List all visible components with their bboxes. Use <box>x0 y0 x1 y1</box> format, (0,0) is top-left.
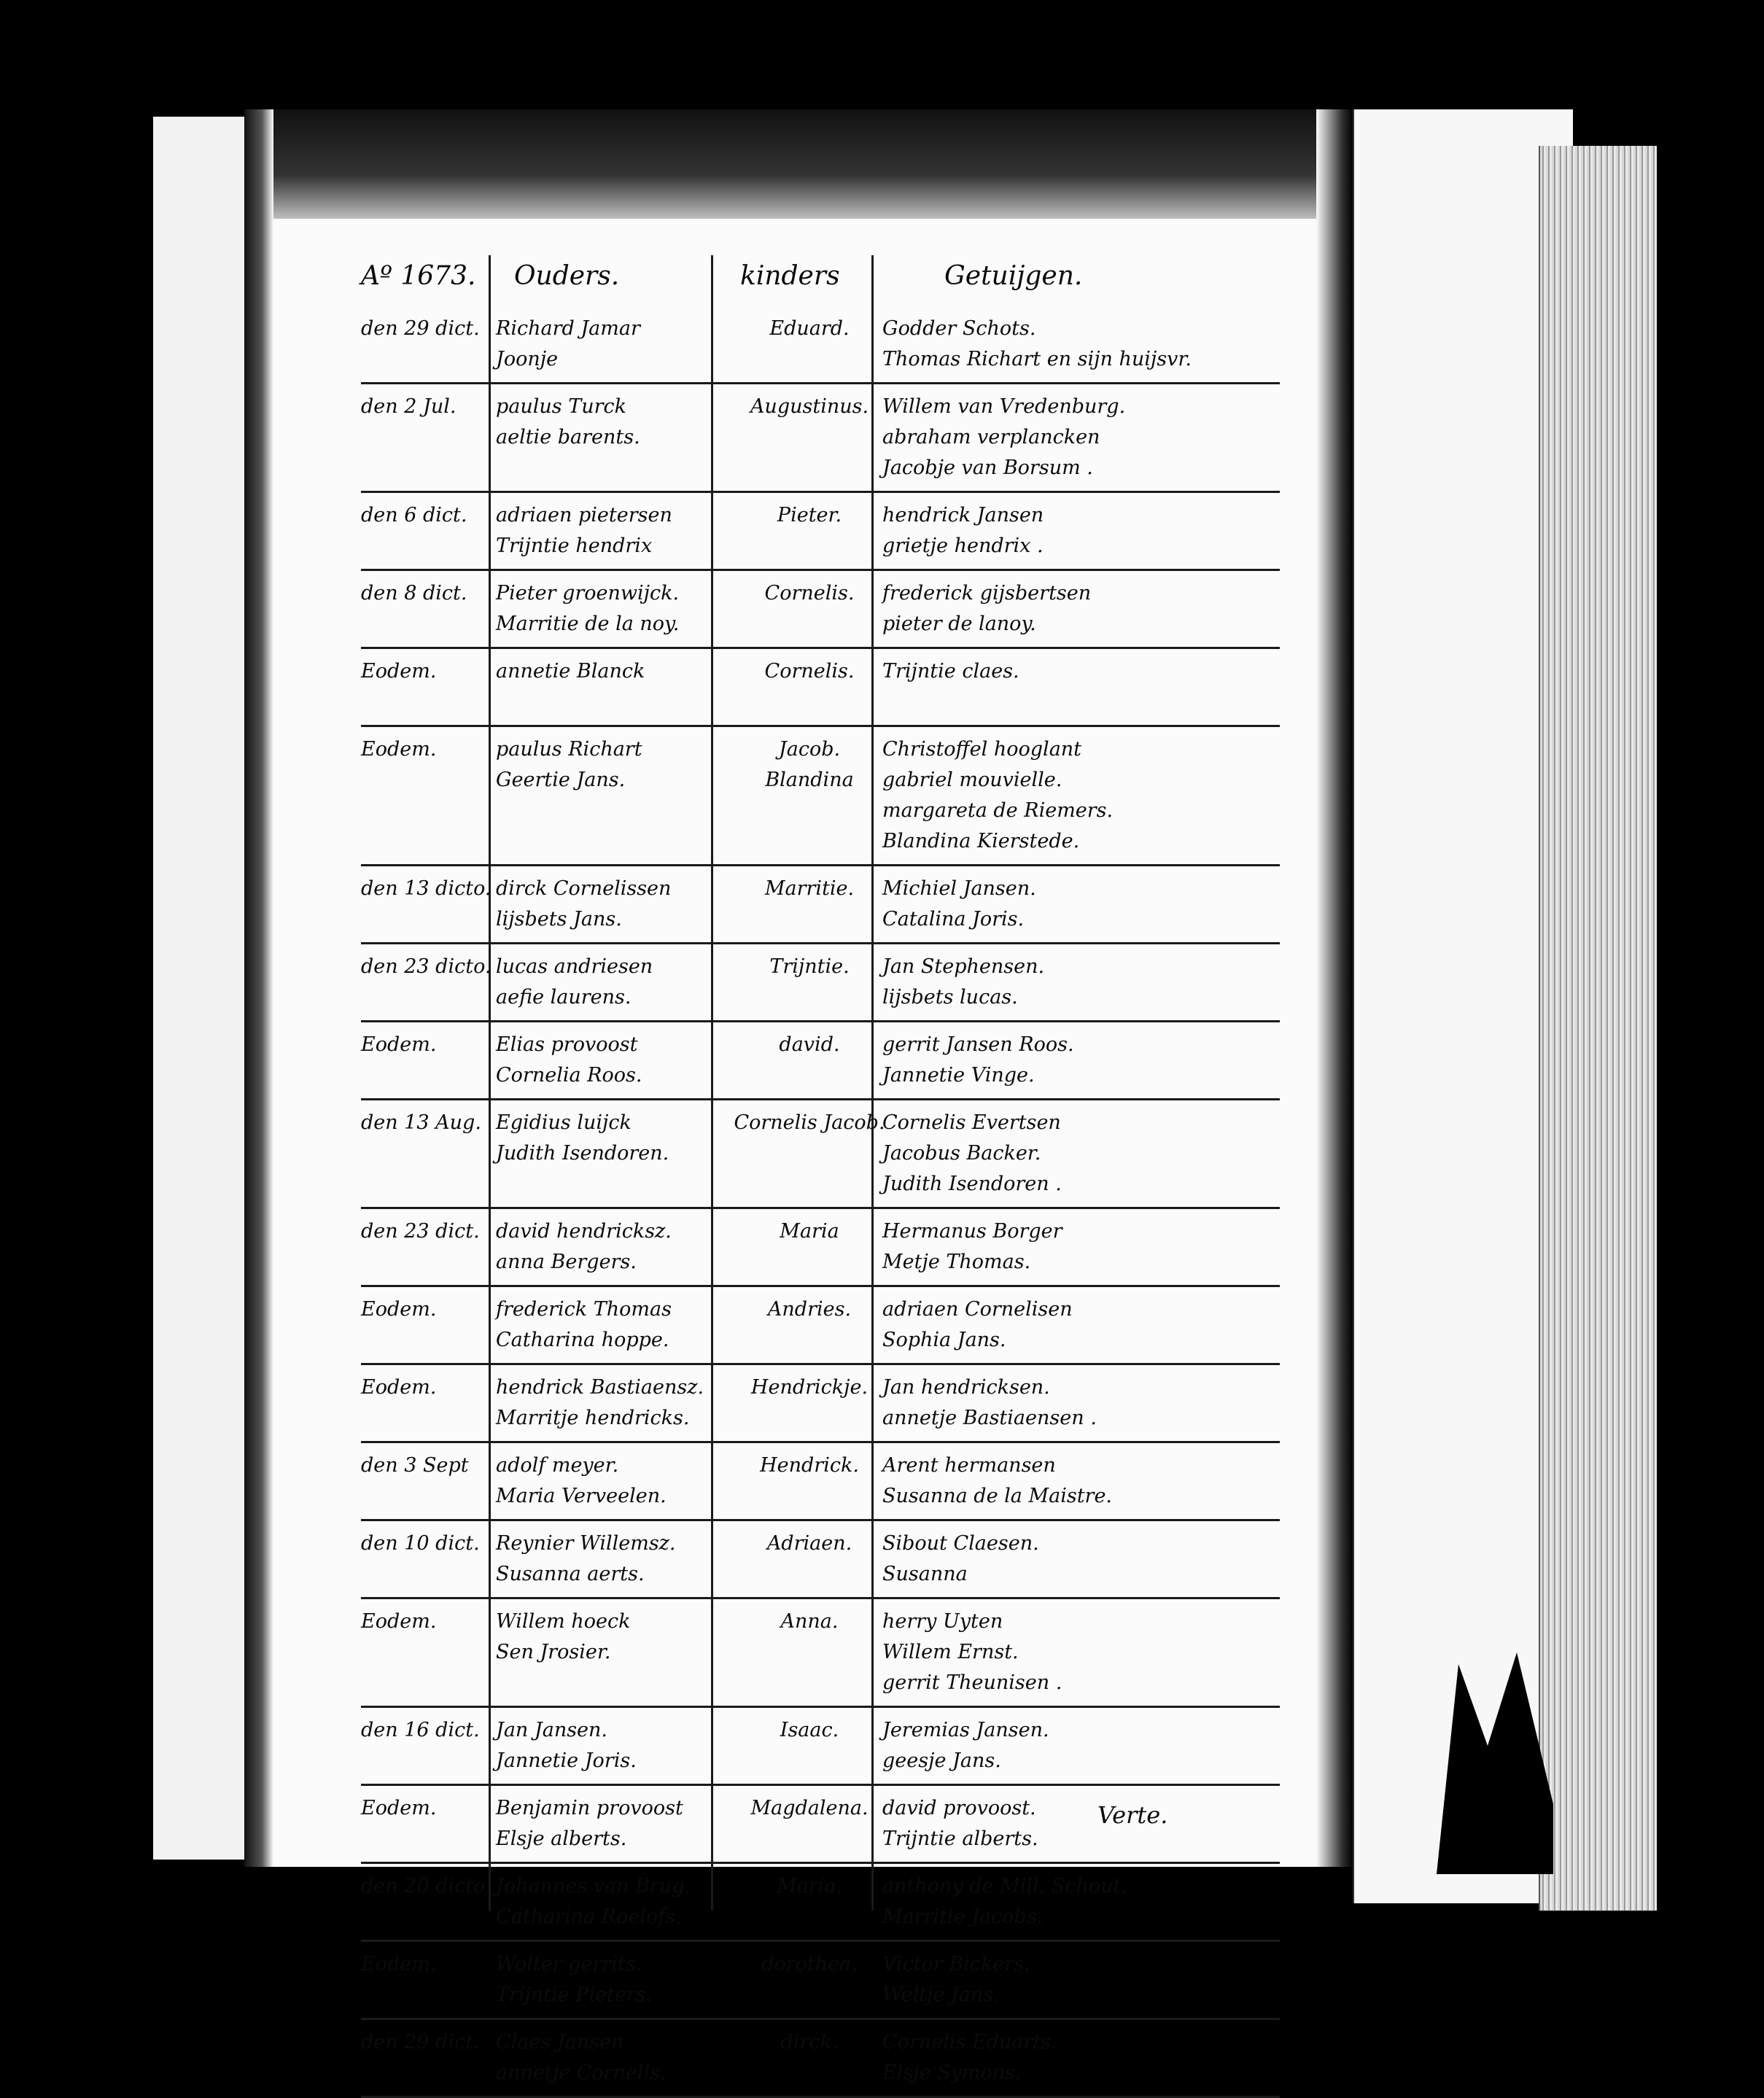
entry-witnesses-line: Cornelis Eduarts. <box>882 2031 1057 2054</box>
entry-parents <box>496 1294 707 1356</box>
entry-parents-line: adolf meyer. <box>496 1454 619 1477</box>
entry-parents <box>496 656 707 687</box>
entry-witnesses <box>882 1528 1291 1590</box>
table-row <box>361 1708 1280 1786</box>
entry-date <box>361 1715 485 1746</box>
table-row <box>361 1022 1280 1100</box>
entry-date <box>361 952 491 982</box>
entry-witnesses-line: Marritie Jacobs. <box>882 1905 1044 1928</box>
entry-parents-line: Catharina Roelofs. <box>496 1905 682 1928</box>
entry-child-line: Cornelis. <box>764 660 855 683</box>
entry-date-text: den 29 dict. <box>361 2031 480 2054</box>
entry-parents-line: Willem hoeck <box>496 1610 631 1633</box>
entry-date-text: den 6 dict. <box>361 504 467 527</box>
header-year: Aº 1673. <box>361 261 476 291</box>
entry-date-text: den 3 Sept <box>361 1454 469 1477</box>
entry-witnesses <box>882 656 1291 687</box>
entry-child <box>726 1372 893 1403</box>
entry-witnesses-line: Cornelis Evertsen <box>882 1111 1061 1134</box>
entry-date <box>361 874 491 904</box>
entry-child-line: Cornelis. <box>764 582 855 605</box>
entry-parents-line: david hendricksz. <box>496 1220 672 1243</box>
entry-parents-line: lijsbets Jans. <box>496 908 622 930</box>
entry-parents-line: frederick Thomas <box>496 1298 672 1321</box>
entry-child <box>726 1606 893 1637</box>
entry-date-text: Eodem. <box>361 1033 437 1056</box>
entry-witnesses <box>882 500 1291 562</box>
table-row <box>361 306 1280 384</box>
page-stack-edge <box>1539 146 1657 1911</box>
entry-date <box>361 1793 485 1824</box>
page-shadow-top <box>244 109 1353 219</box>
entry-parents <box>496 1030 707 1091</box>
entry-witnesses <box>882 1606 1291 1698</box>
entry-date <box>361 1949 485 1980</box>
entry-date <box>361 1108 485 1138</box>
entry-witnesses-line: gerrit Jansen Roos. <box>882 1033 1074 1056</box>
entry-parents-line: Joonje <box>496 348 559 370</box>
entry-parents-line: Sen Jrosier. <box>496 1641 611 1663</box>
entry-parents-line: Marritie de la noy. <box>496 613 680 635</box>
entry-witnesses <box>882 952 1291 1013</box>
entry-witnesses-line: Weltje Jans. <box>882 1984 1000 2006</box>
entry-witnesses-line: Sophia Jans. <box>882 1329 1006 1351</box>
entry-date <box>361 1294 485 1325</box>
entry-child-line: Isaac. <box>780 1719 839 1741</box>
entry-parents-line: annetie Blanck <box>496 660 645 683</box>
entry-parents-line: Reynier Willemsz. <box>496 1532 676 1555</box>
entry-child-line: Cornelis Jacob. <box>734 1111 885 1134</box>
entry-date-text: den 20 dicto <box>361 1875 486 1897</box>
entry-child-line: Adriaen. <box>766 1532 852 1555</box>
entry-date-text: Eodem. <box>361 1610 437 1633</box>
entry-parents-line: lucas andriesen <box>496 955 653 978</box>
entry-parents-line: Trijntie Pieters. <box>496 1984 653 2006</box>
entry-parents <box>496 2027 707 2089</box>
entry-child-line: dorothea. <box>761 1953 858 1975</box>
entry-child <box>726 1528 893 1559</box>
entry-date <box>361 500 485 531</box>
table-row <box>361 727 1280 866</box>
entry-child-line: Jacob. <box>778 738 841 761</box>
entry-parents-line: Elias provoost <box>496 1033 638 1056</box>
entry-date-text: den 13 Aug. <box>361 1111 481 1134</box>
entry-parents-line: Jannetie Joris. <box>496 1749 637 1772</box>
table-row <box>361 571 1280 649</box>
header-parents: Ouders. <box>514 261 620 291</box>
entry-date <box>361 1216 485 1247</box>
entry-witnesses <box>882 392 1291 483</box>
entry-parents-line: Benjamin provoost <box>496 1797 683 1819</box>
entry-parents-line: adriaen pietersen <box>496 504 672 527</box>
entry-witnesses <box>882 1793 1291 1854</box>
entry-child-line: dirck. <box>780 2031 839 2054</box>
entry-date <box>361 1372 485 1403</box>
entry-parents-line: Johannes van Brug. <box>496 1875 691 1897</box>
entry-witnesses-line: Susanna <box>882 1563 968 1585</box>
table-row <box>361 1287 1280 1365</box>
entry-child-line: Eduard. <box>769 317 850 340</box>
entry-witnesses-line: abraham verplancken <box>882 426 1100 448</box>
entry-child-line: Hendrickje. <box>750 1376 869 1399</box>
entry-date <box>361 1528 485 1559</box>
entry-witnesses <box>882 1030 1291 1091</box>
entry-witnesses <box>882 874 1291 935</box>
entry-date-text: den 23 dicto. <box>361 955 491 978</box>
entry-witnesses-line: Jeremias Jansen. <box>882 1719 1049 1741</box>
table-row <box>361 1365 1280 1443</box>
entry-date-text: Eodem. <box>361 1376 437 1399</box>
entry-witnesses-line: Jannetie Vinge. <box>882 1064 1035 1087</box>
entry-date <box>361 2027 485 2058</box>
entry-date-text: den 8 dict. <box>361 582 467 605</box>
entry-witnesses-line: Jacobus Backer. <box>882 1142 1041 1165</box>
entry-witnesses-line: Judith Isendoren . <box>882 1173 1062 1195</box>
entry-date-text: den 29 dict. <box>361 317 480 340</box>
entry-witnesses-line: gerrit Theunisen . <box>882 1671 1062 1694</box>
entry-child <box>726 314 893 344</box>
entry-child-line: Marritie. <box>764 877 855 900</box>
entry-date <box>361 1606 485 1637</box>
entry-witnesses <box>882 578 1291 640</box>
entry-date-text: den 2 Jul. <box>361 395 456 418</box>
entry-witnesses-line: annetje Bastiaensen . <box>882 1407 1097 1429</box>
entry-date <box>361 578 485 609</box>
entry-date-text: Eodem. <box>361 1953 437 1975</box>
entry-child <box>726 392 893 422</box>
catchword: Verte. <box>1097 1801 1168 1829</box>
entry-parents <box>496 578 707 640</box>
entry-witnesses-line: Elsje Symons. <box>882 2062 1022 2084</box>
entry-witnesses <box>882 734 1291 857</box>
entry-date-text: den 10 dict. <box>361 1532 480 1555</box>
entry-date-text: Eodem. <box>361 738 437 761</box>
entry-witnesses-line: Christoffel hooglant <box>882 738 1082 761</box>
entry-witnesses <box>882 2027 1291 2089</box>
entry-parents <box>496 1871 707 1932</box>
entry-parents <box>496 314 707 375</box>
page-shadow-left <box>244 109 273 1867</box>
entry-witnesses-line: Willem van Vredenburg. <box>882 395 1126 418</box>
entry-parents <box>496 1949 707 2010</box>
entry-parents-line: Susanna aerts. <box>496 1563 645 1585</box>
entry-date <box>361 734 485 765</box>
entry-witnesses <box>882 1450 1291 1512</box>
table-row <box>361 1599 1280 1708</box>
entry-witnesses-line: adriaen Cornelisen <box>882 1298 1073 1321</box>
entry-child <box>726 1949 893 1980</box>
table-row <box>361 649 1280 727</box>
entry-parents <box>496 734 707 796</box>
entry-parents-line: hendrick Bastiaensz. <box>496 1376 704 1399</box>
entry-witnesses-line: herry Uyten <box>882 1610 1003 1633</box>
page-shadow-right <box>1316 109 1353 1867</box>
entry-child-line: david. <box>779 1033 840 1056</box>
entry-parents-line: Claes Jansen <box>496 2031 624 2054</box>
entry-parents-line: Cornelia Roos. <box>496 1064 642 1087</box>
entry-child-line: Hendrick. <box>760 1454 859 1477</box>
table-row <box>361 1521 1280 1599</box>
header-witnesses: Getuijgen. <box>944 261 1083 291</box>
entry-child-line: Augustinus. <box>750 395 869 418</box>
entry-witnesses-line: Jan hendricksen. <box>882 1376 1050 1399</box>
entry-date-text: den 16 dict. <box>361 1719 480 1741</box>
entry-child-line: Pieter. <box>777 504 842 527</box>
entry-witnesses <box>882 1216 1291 1278</box>
entry-parents <box>496 1216 707 1278</box>
entry-child-line: Trijntie. <box>769 955 850 978</box>
left-page-edge <box>153 117 246 1860</box>
entry-child-line: Anna. <box>780 1610 839 1633</box>
entry-child <box>726 2027 893 2058</box>
entry-parents <box>496 1606 707 1668</box>
entry-witnesses-line: Arent hermansen <box>882 1454 1056 1477</box>
entry-child <box>726 1030 893 1060</box>
entry-parents-line: Pieter groenwijck. <box>496 582 680 605</box>
entry-child <box>726 656 893 687</box>
entry-witnesses-line: Trijntie claes. <box>882 660 1019 683</box>
entry-witnesses <box>882 1715 1291 1776</box>
register-header <box>361 255 1280 306</box>
entry-child-line: Magdalena. <box>750 1797 869 1819</box>
entry-parents-line: Wolter gerrits. <box>496 1953 642 1975</box>
entry-date <box>361 1871 485 1902</box>
entry-child <box>726 578 893 609</box>
entry-witnesses-line: gabriel mouvielle. <box>882 769 1062 791</box>
entry-parents <box>496 1715 707 1776</box>
entry-date <box>361 314 485 344</box>
table-row <box>361 944 1280 1022</box>
table-row <box>361 1864 1280 1942</box>
entry-witnesses-line: Michiel Jansen. <box>882 877 1036 900</box>
entry-date-text: Eodem. <box>361 1797 437 1819</box>
entry-date <box>361 1030 485 1060</box>
entry-parents-line: aefie laurens. <box>496 986 632 1009</box>
entry-date <box>361 392 485 422</box>
entry-date-text: den 23 dict. <box>361 1220 480 1243</box>
entry-witnesses-line: Godder Schots. <box>882 317 1036 340</box>
entry-parents <box>496 392 707 453</box>
entry-witnesses-line: Susanna de la Maistre. <box>882 1485 1113 1507</box>
entry-parents-line: aeltie barents. <box>496 426 640 448</box>
entry-child <box>726 1715 893 1746</box>
entry-parents-line: Richard Jamar <box>496 317 640 340</box>
entry-witnesses-line: david provoost. <box>882 1797 1036 1819</box>
entry-witnesses-line: Metje Thomas. <box>882 1251 1031 1273</box>
entry-witnesses-line: grietje hendrix . <box>882 535 1044 557</box>
entry-child-line: Andries. <box>767 1298 852 1321</box>
entry-witnesses-line: Jacobje van Borsum . <box>882 456 1093 479</box>
entry-date <box>361 1450 485 1481</box>
entry-witnesses-line: geesje Jans. <box>882 1749 1001 1772</box>
table-row <box>361 1100 1280 1209</box>
entry-child-line: Maria. <box>777 1875 842 1897</box>
entry-parents-line: Geertie Jans. <box>496 769 626 791</box>
entry-child <box>726 734 893 796</box>
entry-parents-line: paulus Richart <box>496 738 642 761</box>
entry-parents-line: paulus Turck <box>496 395 627 418</box>
entry-date-text: Eodem. <box>361 660 437 683</box>
entry-parents <box>496 1528 707 1590</box>
entry-witnesses <box>882 1949 1291 2010</box>
table-row <box>361 1942 1280 2020</box>
entry-child <box>726 1793 893 1824</box>
entry-parents-line: Elsje alberts. <box>496 1827 627 1850</box>
entry-parents <box>496 1793 707 1854</box>
entry-witnesses-line: Sibout Claesen. <box>882 1532 1039 1555</box>
entry-parents-line: dirck Cornelissen <box>496 877 672 900</box>
entry-child-line: Blandina <box>765 769 854 791</box>
register-rows <box>361 306 1280 2098</box>
entry-date-text: Eodem. <box>361 1298 437 1321</box>
entry-witnesses <box>882 1294 1291 1356</box>
entry-witnesses-line: anthony de Mill, Schout. <box>882 1875 1127 1897</box>
entry-date-text: den 13 dicto. <box>361 877 491 900</box>
entry-parents-line: Maria Verveelen. <box>496 1485 667 1507</box>
entry-parents <box>496 874 707 935</box>
entry-parents <box>496 1372 707 1434</box>
entry-witnesses-line: Blandina Kierstede. <box>882 830 1080 852</box>
entry-witnesses-line: Jan Stephensen. <box>882 955 1045 978</box>
table-row <box>361 866 1280 944</box>
entry-child <box>726 1450 893 1481</box>
entry-witnesses-line: Thomas Richart en sijn huijsvr. <box>882 348 1192 370</box>
entry-witnesses-line: margareta de Riemers. <box>882 799 1114 822</box>
entry-parents-line: Egidius luijck <box>496 1111 632 1134</box>
table-row <box>361 1443 1280 1521</box>
entry-witnesses <box>882 1108 1291 1200</box>
table-row <box>361 384 1280 493</box>
entry-child <box>726 1871 893 1902</box>
entry-witnesses-line: frederick gijsbertsen <box>882 582 1092 605</box>
entry-child <box>726 1216 893 1247</box>
entry-witnesses-line: Catalina Joris. <box>882 908 1025 930</box>
entry-witnesses <box>882 1871 1291 1932</box>
entry-parents <box>496 1108 707 1169</box>
entry-witnesses-line: hendrick Jansen <box>882 504 1044 527</box>
header-children: kinders <box>740 261 840 291</box>
entry-parents-line: Trijntie hendrix <box>496 535 653 557</box>
entry-witnesses-line: lijsbets lucas. <box>882 986 1018 1009</box>
entry-child <box>726 1294 893 1325</box>
entry-witnesses-line: Hermanus Borger <box>882 1220 1062 1243</box>
entry-parents-line: Judith Isendoren. <box>496 1142 669 1165</box>
entry-parents-line: Catharina hoppe. <box>496 1329 669 1351</box>
entry-parents-line: Jan Jansen. <box>496 1719 608 1741</box>
entry-witnesses <box>882 314 1291 375</box>
entry-parents-line: Marritje hendricks. <box>496 1407 690 1429</box>
entry-witnesses-line: pieter de lanoy. <box>882 613 1036 635</box>
entry-child <box>726 874 893 904</box>
entry-witnesses-line: Willem Ernst. <box>882 1641 1019 1663</box>
entry-witnesses-line: Victor Bickers. <box>882 1953 1030 1975</box>
entry-parents <box>496 1450 707 1512</box>
entry-child <box>726 500 893 531</box>
entry-parents-line: annetje Cornelis. <box>496 2062 667 2084</box>
entry-date <box>361 656 485 687</box>
entry-child <box>726 952 893 982</box>
entry-child <box>726 1108 893 1138</box>
table-row <box>361 2020 1280 2098</box>
entry-witnesses-line: Trijntie alberts. <box>882 1827 1038 1850</box>
entry-parents <box>496 500 707 562</box>
entry-witnesses <box>882 1372 1291 1434</box>
table-row <box>361 1209 1280 1287</box>
entry-child-line: Maria <box>780 1220 839 1243</box>
table-row <box>361 493 1280 571</box>
entry-parents <box>496 952 707 1013</box>
entry-parents-line: anna Bergers. <box>496 1251 637 1273</box>
